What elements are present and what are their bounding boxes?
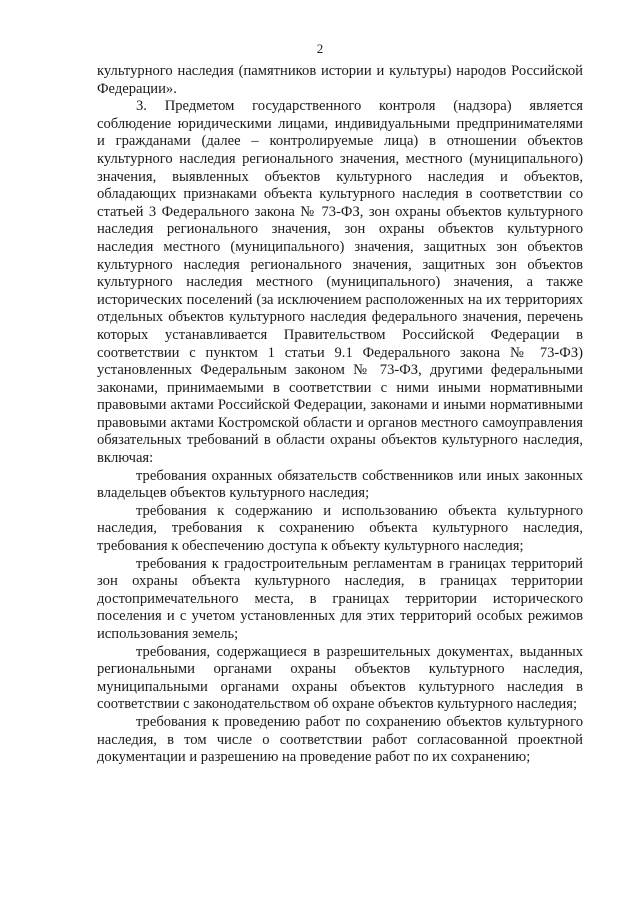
paragraph: культурного наследия (памятников истории и культуры) народов Российской Федерации». — [97, 63, 583, 97]
paragraph: требования охранных обязательств собственников или иных законных владельцев объектов культурного наследия; — [97, 467, 583, 502]
paragraph: требования к содержанию и использованию объекта культурного наследия, требования к сохранению объекта культурного наследия, требования к обеспечению доступа к объекту культурного наследия; — [97, 502, 583, 555]
page-number: 2 — [316, 41, 324, 56]
paragraph: требования к проведению работ по сохранению объектов культурного наследия, в том числе о соответствии работ согласованной проектной документации и разрешению на проведение работ по их сохранению; — [97, 713, 583, 766]
paragraph: требования к градостроительным регламентам в границах территорий зон охраны объекта культурного наследия, в границах территории достопримечательного места, в границах территории исторического поселения и с учетом установленных для этих территорий особых режимов использования земель; — [97, 555, 583, 642]
document-body — [97, 63, 583, 767]
paragraph: требования, содержащиеся в разрешительных документах, выданных региональными органами охраны объектов культурного наследия, муниципальными органами охраны объектов культурного наследия в соответствии с законодательством об охране объектов культурного наследия; — [97, 643, 583, 713]
paragraph: 3. Предметом государственного контроля (надзора) является соблюдение юридическими лицами, индивидуальными предпринимателями и гражданами (далее – контролируемые лица) в отношении объектов культурного наследия регионального значения, местного (муниципального) значения, выявленных объектов культурного наследия и объектов, обладающих признаками объекта культурного наследия в соответствии со статьей 3 Федерального закона № 73-ФЗ, зон охраны объектов культурного наследия регионального значения, зон охраны объектов культурного наследия местного (муниципального) значения, защитных зон объектов культурного наследия регионального значения, защитных зон объектов культурного наследия местного (муниципального) значения, а также исторических поселений (за исключением расположенных на их территориях отдельных объектов культурного наследия федерального значения, перечень которых устанавливается Правительством Российской Федерации в соответствии с пунктом 1 статьи 9.1 Федерального закона № 73-ФЗ) установленных Федеральным законом № 73-ФЗ, другими федеральными законами, принимаемыми в соответствии с ними иными нормативными правовыми актами Российской Федерации, законами и иными нормативными правовыми актами Костромской области и органов местного самоуправления обязательных требований в области охраны объектов культурного наследия, включая: — [97, 98, 583, 467]
